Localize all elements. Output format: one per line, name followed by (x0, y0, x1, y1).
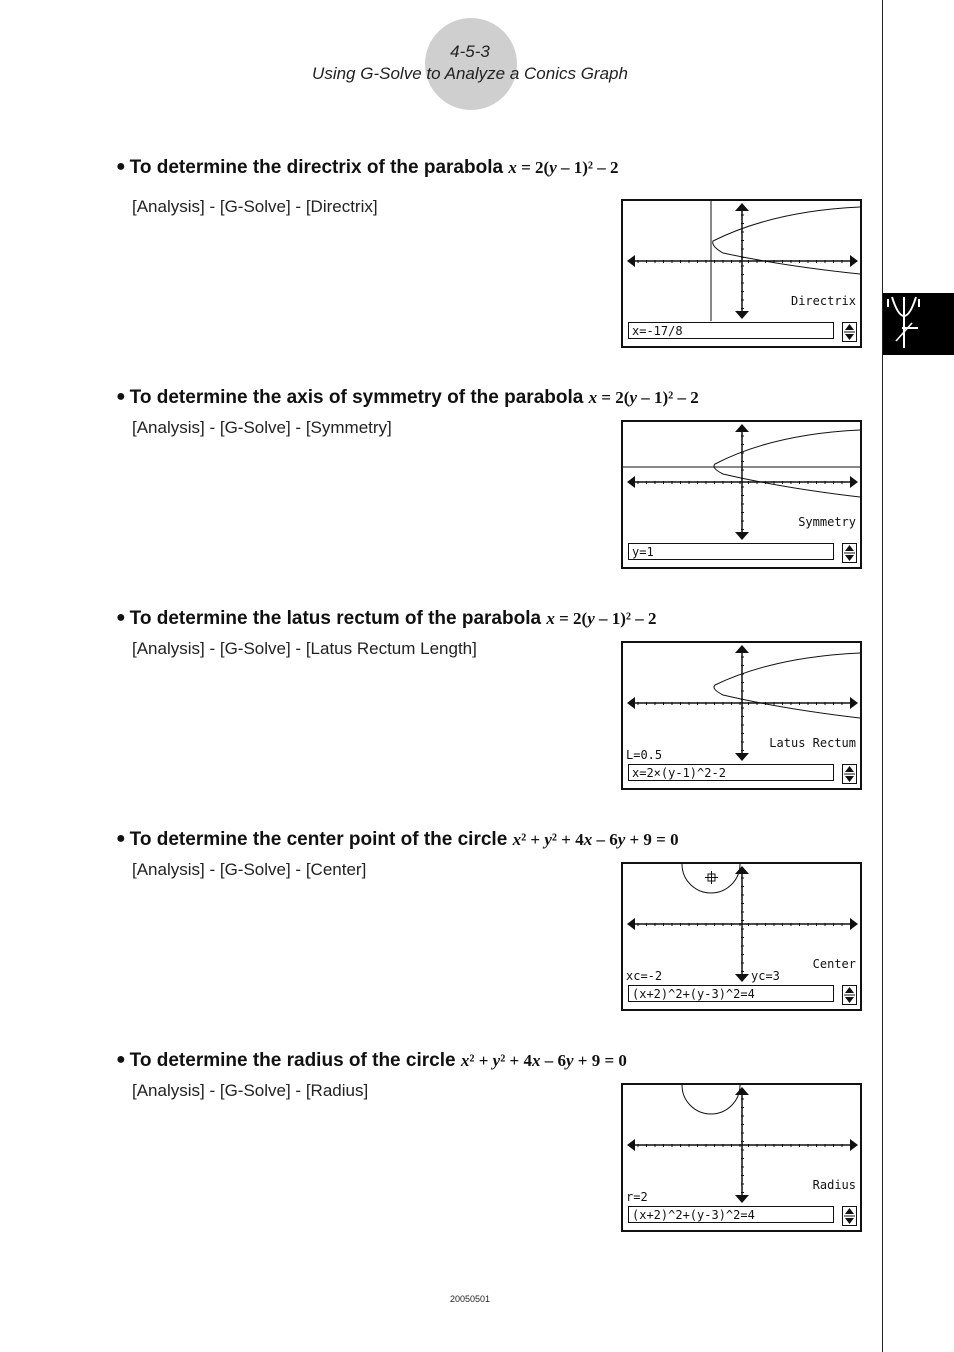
menu-path: [Analysis] - [G-Solve] - [Latus Rectum Length] (132, 639, 477, 658)
x-axis-right-arrow (850, 697, 858, 709)
menu-path: [Analysis] - [G-Solve] - [Directrix] (132, 197, 378, 216)
section-heading: ● To determine the center point of the circle x² + y² + 4x – 6y + 9 = 0 (116, 829, 679, 850)
analysis-label: Directrix (790, 294, 856, 308)
scroll-arrows[interactable] (842, 543, 857, 563)
calculator-screen (621, 862, 862, 1011)
bullet: ● (116, 609, 126, 626)
section-heading: ● To determine the radius of the circle x² + y² + 4x – 6y + 9 = 0 (116, 1050, 627, 1071)
x-axis-right-arrow (850, 918, 858, 930)
result-readout: r=2 (626, 1190, 648, 1204)
bullet: ● (116, 158, 126, 175)
result-readout-x: xc=-2 (626, 969, 663, 983)
equation: x = 2(y – 1)² – 2 (546, 609, 657, 628)
equation: x = 2(y – 1)² – 2 (508, 158, 619, 177)
entry-line[interactable]: (x+2)^2+(y-3)^2=4 (628, 985, 834, 1002)
section-heading: ● To determine the directrix of the parabola x = 2(y – 1)² – 2 (116, 157, 619, 178)
scroll-up-icon (845, 987, 854, 993)
x-axis-left-arrow (627, 1139, 635, 1151)
scroll-up-icon (845, 1208, 854, 1214)
y-axis-up-arrow (735, 424, 749, 432)
section-heading: ● To determine the axis of symmetry of the parabola x = 2(y – 1)² – 2 (116, 387, 699, 408)
result-readout-y: yc=3 (751, 969, 780, 983)
x-axis-left-arrow (627, 476, 635, 488)
page-number: 4-5-3 (450, 42, 490, 61)
calculator-screen (621, 420, 862, 569)
entry-line[interactable]: (x+2)^2+(y-3)^2=4 (628, 1206, 834, 1223)
menu-path: [Analysis] - [G-Solve] - [Center] (132, 860, 367, 879)
menu-path: [Analysis] - [G-Solve] - [Radius] (132, 1081, 369, 1100)
scroll-arrows[interactable] (842, 322, 857, 342)
section-latus-rectum (116, 608, 876, 808)
y-axis-up-arrow (735, 866, 749, 874)
parabola-curve (714, 653, 860, 718)
calculator-screen (621, 199, 862, 348)
menu-path: [Analysis] - [G-Solve] - [Symmetry] (132, 418, 392, 437)
analysis-label: Symmetry (798, 515, 856, 529)
result-readout: L=0.5 (626, 748, 663, 762)
entry-line[interactable]: y=1 (628, 543, 834, 560)
scroll-arrows[interactable] (842, 764, 857, 784)
chapter-tab (883, 293, 954, 355)
y-axis-down-arrow (735, 532, 749, 540)
scroll-arrows[interactable] (842, 985, 857, 1005)
scroll-up-icon (845, 324, 854, 330)
scroll-arrows[interactable] (842, 1206, 857, 1226)
equation: x² + y² + 4x – 6y + 9 = 0 (512, 830, 679, 849)
crosshair-cursor-icon (705, 871, 718, 884)
section-heading: ● To determine the latus rectum of the parabola x = 2(y – 1)² – 2 (116, 608, 657, 629)
equation: x² + y² + 4x – 6y + 9 = 0 (460, 1051, 627, 1070)
scroll-up-icon (845, 545, 854, 551)
analysis-label: Center (812, 957, 856, 971)
x-axis-left-arrow (627, 697, 635, 709)
scroll-down-icon (845, 1218, 854, 1224)
bullet: ● (116, 388, 126, 405)
scroll-up-icon (845, 766, 854, 772)
bullet: ● (116, 1051, 126, 1068)
x-axis-left-arrow (627, 255, 635, 267)
y-axis-up-arrow (735, 645, 749, 653)
calculator-screen (621, 1083, 862, 1232)
analysis-label: Radius (812, 1178, 856, 1192)
bullet: ● (116, 830, 126, 847)
section-center (116, 829, 876, 1029)
section-symmetry (116, 387, 876, 587)
section-radius (116, 1050, 876, 1250)
page-header-title: Using G-Solve to Analyze a Conics Graph (312, 64, 628, 83)
parabola-curve (713, 207, 860, 274)
x-axis-right-arrow (850, 476, 858, 488)
entry-line[interactable]: x=-17/8 (628, 322, 834, 339)
scroll-down-icon (845, 334, 854, 340)
y-axis-down-arrow (735, 753, 749, 761)
x-axis-right-arrow (850, 1139, 858, 1151)
footer-code: 20050501 (449, 1294, 491, 1304)
x-axis-right-arrow (850, 255, 858, 267)
y-axis-up-arrow (735, 1087, 749, 1095)
scroll-down-icon (845, 776, 854, 782)
calculator-screen (621, 641, 862, 790)
conics-graph-icon (883, 293, 954, 355)
entry-line[interactable]: x=2×(y-1)^2-2 (628, 764, 834, 781)
y-axis-up-arrow (735, 203, 749, 211)
scroll-down-icon (845, 997, 854, 1003)
x-axis-left-arrow (627, 918, 635, 930)
y-axis-down-arrow (735, 311, 749, 319)
parabola-curve (714, 430, 860, 497)
y-axis-down-arrow (735, 974, 749, 982)
y-axis-down-arrow (735, 1195, 749, 1203)
analysis-label: Latus Rectum (769, 736, 856, 750)
scroll-down-icon (845, 555, 854, 561)
section-directrix (116, 157, 876, 357)
circle-curve (682, 1085, 740, 1114)
margin-rule (882, 0, 883, 1352)
equation: x = 2(y – 1)² – 2 (588, 388, 699, 407)
